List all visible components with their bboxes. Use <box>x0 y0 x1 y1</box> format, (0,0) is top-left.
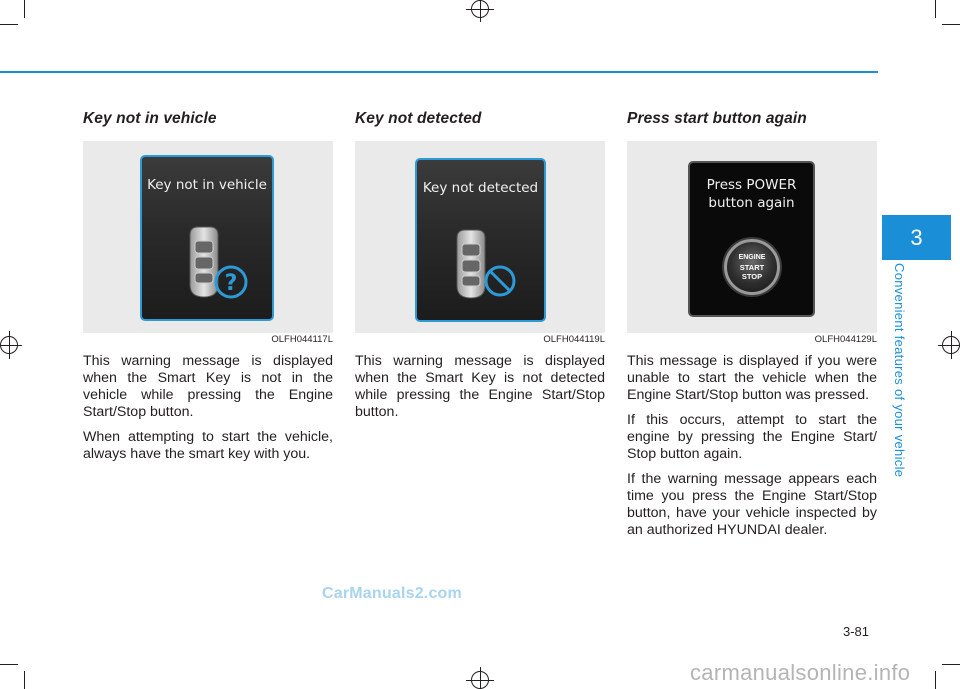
crop-mark <box>24 0 25 18</box>
body-paragraph: This warning message is displayed when the Smart Key is not detected while pressing the Engine Start/Stop button. <box>355 353 605 420</box>
figure-key-not-detected <box>355 141 605 333</box>
body-paragraph: If this occurs, attempt to start the engine by pressing the Engine Start/ Stop button again. <box>627 412 877 462</box>
smart-key-icon <box>142 157 274 321</box>
cluster-display <box>688 161 815 317</box>
crop-mark <box>935 0 936 18</box>
figure-code: OLFH044117L <box>271 334 333 345</box>
crop-mark <box>480 667 481 689</box>
crop-mark <box>942 664 960 665</box>
button-label-engine: ENGINE <box>738 254 766 261</box>
body-paragraph: If the warning message appears each time you press the Engine Start/Stop button, have your vehicle inspected by an authorized HYUNDAI dealer. <box>627 471 877 538</box>
section-key-not-in-vehicle <box>83 108 333 463</box>
figure-key-not-in-vehicle <box>83 141 333 333</box>
chapter-title: Convenient features of your vehicle <box>892 263 907 478</box>
body-paragraph: When attempting to start the vehicle, always have the smart key with you. <box>83 429 333 462</box>
question-mark-icon <box>214 265 248 299</box>
watermark-carmanualsonline[interactable]: carmanualsonline.info <box>690 660 911 685</box>
crop-mark <box>0 664 18 665</box>
crop-mark <box>938 345 960 346</box>
crop-mark <box>24 671 25 689</box>
crop-mark <box>935 671 936 689</box>
section-title: Press start button again <box>627 110 807 127</box>
section-title: Key not in vehicle <box>83 110 217 127</box>
section-key-not-detected <box>355 108 605 421</box>
body-paragraph: This warning message is displayed when the Smart Key is not in the vehicle while pressing the Engine Start/Stop button. <box>83 353 333 420</box>
display-message: Key not detected <box>422 180 539 196</box>
cluster-display <box>140 155 274 321</box>
crop-mark <box>480 0 481 22</box>
engine-start-stop-button <box>724 239 780 295</box>
chapter-title-vertical <box>892 263 925 493</box>
prohibited-icon <box>483 264 517 298</box>
crop-mark <box>0 345 22 346</box>
button-label-start: START <box>739 263 765 272</box>
section-press-start-button-again <box>627 108 877 539</box>
display-message-line1: Press POWER <box>706 177 797 193</box>
crop-mark <box>951 331 952 359</box>
crop-mark <box>0 24 18 25</box>
crop-mark <box>942 24 960 25</box>
display-message: Key not in vehicle <box>147 177 267 193</box>
chapter-tab: 3 <box>882 215 951 260</box>
crop-mark <box>9 331 10 359</box>
figure-code: OLFH044129L <box>814 334 877 345</box>
smart-key-icon <box>417 160 546 322</box>
header-rule <box>0 71 878 73</box>
svg-text:?: ? <box>224 271 238 296</box>
cluster-display <box>415 158 546 322</box>
button-label-stop: STOP <box>741 272 763 281</box>
body-paragraph: This message is displayed if you were unable to start the vehicle when the Engine Start/Stop button was pressed. <box>627 353 877 403</box>
crop-mark <box>466 9 494 10</box>
display-message-line2: button again <box>708 195 795 211</box>
crop-mark <box>466 680 494 681</box>
section-title: Key not detected <box>355 110 482 127</box>
watermark-carmanuals2[interactable]: CarManuals2.com <box>322 585 462 602</box>
figure-press-start-button <box>627 141 877 333</box>
figure-code: OLFH044119L <box>543 334 605 345</box>
page-number: 3-81 <box>843 624 870 639</box>
